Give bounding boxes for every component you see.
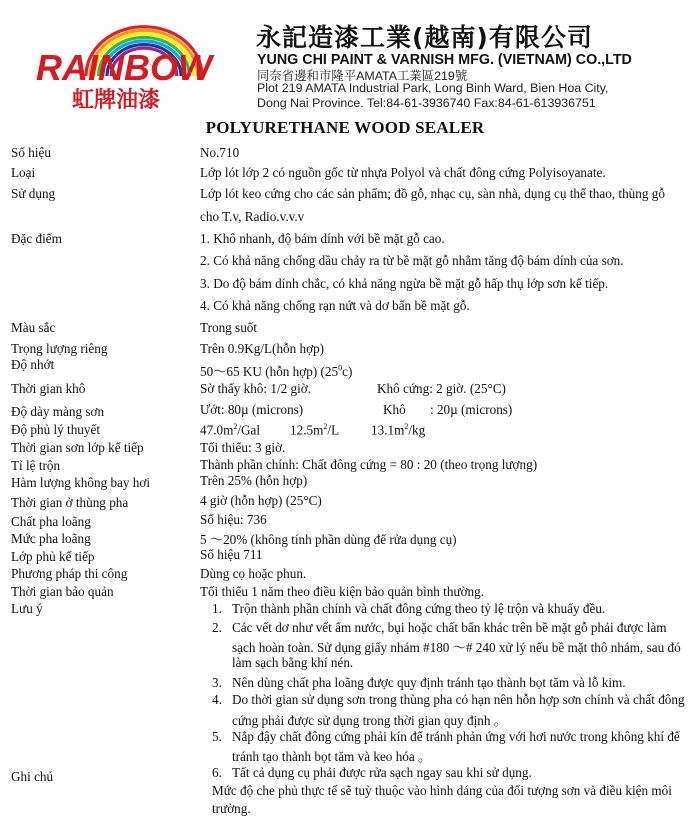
label-drying-time: Thời gian khô xyxy=(11,381,86,396)
label-notes: Lưu ý xyxy=(11,601,43,616)
company-name-english: YUNG CHI PAINT & VARNISH MFG. (VIETNAM) CO.,LTD xyxy=(257,52,632,68)
label-specific-gravity: Trọng lượng riêng xyxy=(11,341,108,356)
note-number-6: 6. xyxy=(212,765,222,780)
company-name-chinese: 永記造漆工業(越南)有限公司 xyxy=(256,23,593,52)
label-product-code: Số hiệu xyxy=(11,145,51,160)
note-number-1: 1. xyxy=(212,601,222,616)
label-thinning-ratio: Mức pha loãng xyxy=(11,531,91,546)
note-number-4: 4. xyxy=(212,692,222,707)
label-pot-life: Thời gian ở thùng pha xyxy=(11,495,129,510)
note-number-5: 5. xyxy=(212,729,222,744)
label-viscosity: Độ nhớt xyxy=(11,357,55,372)
feature-item-1: 1. Khô nhanh, độ bám dính với bề mặt gỗ cao. xyxy=(200,231,445,246)
label-remarks: Ghi chú xyxy=(11,769,54,784)
label-thinner: Chất pha loãng xyxy=(11,514,91,529)
contact-info: Dong Nai Province. Tel:84-61-3936740 Fax:84-61-613936751 xyxy=(257,96,596,110)
label-solids-content: Hàm lượng không bay hơi xyxy=(11,475,151,490)
label-topcoat: Lớp phủ kế tiếp xyxy=(11,549,95,564)
label-type: Loại xyxy=(11,165,36,180)
address-english: Plot 219 AMATA Industrial Park, Long Binh Ward, Bien Hoa City, xyxy=(257,81,609,95)
value-mixing-ratio: Thành phần chính: Chất đông cứng = 80 : 20 (theo trọng lượng) xyxy=(200,457,538,472)
value-usage-line1: Lớp lót keo cứng cho các sản phẩm; đồ gỗ, nhạc cụ, sàn nhà, dụng cụ thể thao, thùng gỗ xyxy=(200,186,665,201)
value-solids-content: Trên 25% (hỗn hợp) xyxy=(200,473,308,488)
label-recoat-time: Thời gian sơn lớp kế tiếp xyxy=(11,440,144,455)
note-item-5-line1: Nắp đậy chất đông cứng phải kín để tránh phản ứng với hơi nước trong không khí để xyxy=(232,729,680,744)
value-color: Trong suốt xyxy=(200,320,258,335)
note-item-5-line2: tránh tạo thành bọt tăm và keo hóa 。 xyxy=(232,749,432,764)
letterhead xyxy=(0,0,690,112)
feature-item-4: 4. Có khả năng chống rạn nứt và dơ bẩn bề mặt gỗ. xyxy=(200,298,470,313)
value-type: Lớp lót lớp 2 có nguồn gốc từ nhựa Polyol và chất đông cứng Polyisoyanate. xyxy=(200,165,606,180)
note-item-6: Tất cả dụng cụ phải được rửa sạch ngay sau khi sử dụng. xyxy=(232,765,532,780)
note-item-4-line2: cứng phải được sử dụng trong thời gian quy định 。 xyxy=(232,713,507,728)
remark-line2: trường. xyxy=(212,801,251,816)
remark-line1: Mức độ che phủ thực tế sẽ tuỳ thuộc vào hình dáng của đối tượng sơn và điều kiện môi xyxy=(212,783,672,798)
rainbow-logo xyxy=(6,6,246,110)
dry-thickness-label: Khô xyxy=(383,402,406,417)
value-coverage-kg: $13.1m^2/kg$ xyxy=(371,422,426,438)
value-recoat-time: Tối thiểu: 3 giờ. xyxy=(200,440,286,455)
value-pot-life: 4 giờ (hỗn hợp) (25°C) xyxy=(200,493,322,508)
note-number-2: 2. xyxy=(212,620,222,635)
note-number-3: 3. xyxy=(212,675,222,690)
label-application-method: Phương pháp thi công xyxy=(11,566,128,581)
note-item-2-line1: Các vết dơ như vết ẩm nước, bụi hoặc chất bẩn khác trên bề mặt gỗ phải được làm xyxy=(232,620,667,635)
value-hard-dry: Khô cứng: 2 giờ. (25°C) xyxy=(377,381,506,396)
value-topcoat: Số hiệu 711 xyxy=(200,547,263,562)
value-viscosity: 50～65 KU (hỗn hợp) $(25^0c)$ xyxy=(200,363,353,379)
value-thinner: Số hiệu: 736 xyxy=(200,512,267,527)
label-shelf-life: Thời gian bảo quản xyxy=(11,584,114,599)
value-usage-line2: cho T.v, Radio.v.v.v xyxy=(200,209,305,224)
label-color: Màu sắc xyxy=(11,320,56,335)
value-coverage-gal: $47.0m^2$/Gal xyxy=(200,422,261,438)
value-wet-thickness: Ướt: 80µ (microns) xyxy=(200,402,304,417)
value-shelf-life: Tối thiểu 1 năm theo điều kiện bảo quản bình thường. xyxy=(200,584,485,599)
value-dry-thickness: : 20µ (microns) xyxy=(430,402,513,417)
label-usage: Sử dụng xyxy=(11,186,56,201)
note-item-4-line1: Do thời gian sử dụng sơn trong thùng pha có hạn nên hỗn hợp sơn chính và chất đông xyxy=(232,692,685,707)
document-title: POLYURETHANE WOOD SEALER xyxy=(205,118,485,137)
address-chinese: 同奈省邊和市隆平AMATA工業區219號 xyxy=(257,69,468,83)
label-theoretical-coverage: Độ phủ lý thuyết xyxy=(11,422,101,437)
note-item-2-line3: làm sạch bằng khí nén. xyxy=(232,655,354,670)
note-item-2-line2: sạch hoàn toàn. Sử dụng giấy nhám #180 ～# 240 xử lý nếu bề mặt thô nhám, sau đó xyxy=(232,640,681,655)
note-item-1: Trộn thành phần chính và chất đông cứng theo tỷ lệ trộn và khuấy đều. xyxy=(232,601,606,616)
label-film-thickness: Độ dày màng sơn xyxy=(11,404,105,419)
value-thinning-ratio: 5 ～20% (không tính phần dùng để rửa dụng cụ) xyxy=(200,532,457,547)
value-touch-dry: Sờ thấy khô: 1/2 giờ. xyxy=(200,381,312,396)
value-application-method: Dùng cọ hoặc phun. xyxy=(200,566,307,581)
logo-wordmark: RAINBOW xyxy=(36,47,212,88)
value-specific-gravity: Trên 0.9Kg/L(hỗn hợp) xyxy=(200,341,325,356)
logo-chinese: 虹牌油漆 xyxy=(71,88,161,110)
note-item-3: Nên dùng chất pha loãng được quy định tránh tạo thành bọt tăm và lỗ kim. xyxy=(232,675,626,690)
feature-item-2: 2. Có khả năng chống dầu chảy ra từ bề mặt gỗ nhằm tăng độ bám dính của sơn. xyxy=(200,253,624,268)
label-mixing-ratio: Tỉ lệ trộn xyxy=(11,458,61,473)
feature-item-3: 3. Do độ bám dính chắc, có khả năng ngừa bề mặt gỗ hấp thụ lớp sơn kế tiếp. xyxy=(200,276,609,291)
value-product-code: No.710 xyxy=(200,145,240,160)
value-coverage-liter: $12.5m^2/L$ xyxy=(290,422,340,438)
label-features: Đặc điểm xyxy=(11,231,62,246)
